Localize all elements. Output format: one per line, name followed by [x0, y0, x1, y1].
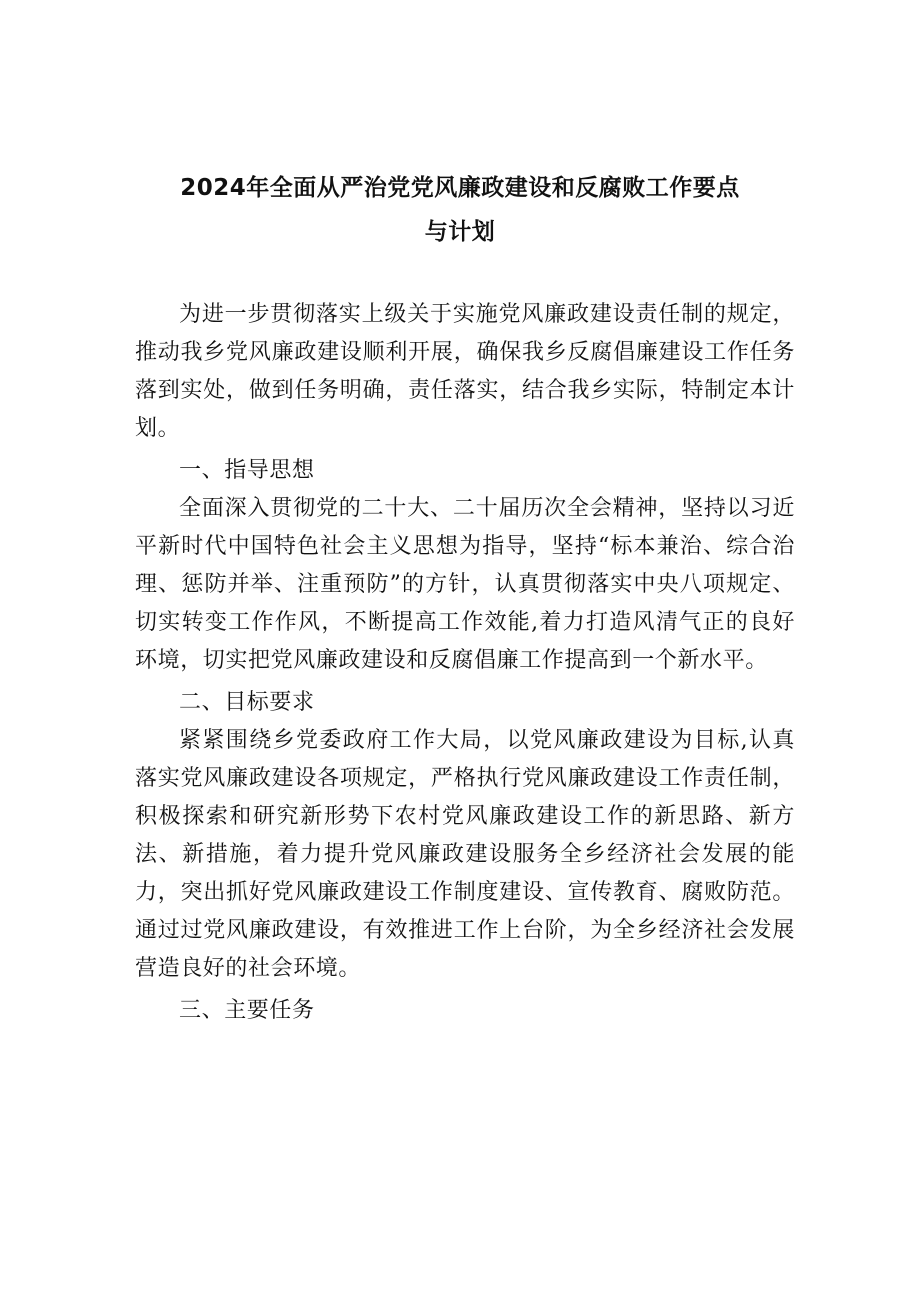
- section-paragraph-guiding-ideology: 全面深入贯彻党的二十大、二十届历次全会精神，坚持以习近平新时代中国特色社会主义思想为指导，坚持“标本兼治、综合治理、惩防并举、注重预防”的方针，认真贯彻落实中央八项规定、切实转变工作作风，不断提高工作效能,着力打造风清气正的良好环境，切实把党风廉政建设和反腐倡廉工作提高到一个新水平。: [135, 496, 795, 673]
- section-heading-main-tasks: 三、主要任务: [179, 998, 315, 1023]
- section-heading-goals: 二、目标要求: [179, 690, 315, 715]
- title-line-1: 2024年全面从严治党党风廉政建设和反腐败工作要点: [180, 175, 740, 201]
- intro-paragraph: 为进一步贯彻落实上级关于实施党风廉政建设责任制的规定，推动我乡党风廉政建设顺利开展，确保我乡反腐倡廉建设工作任务落到实处，做到任务明确，责任落实，结合我乡实际，特制定本计划。: [135, 302, 795, 441]
- document-body: [135, 296, 795, 1030]
- section-heading-guiding-ideology: 一、指导思想: [179, 458, 315, 483]
- document-title: [0, 166, 920, 254]
- section-paragraph-goals: 紧紧围绕乡党委政府工作大局，以党风廉政建设为目标,认真落实党风廉政建设各项规定，严格执行党风廉政建设工作责任制，积极探索和研究新形势下农村党风廉政建设工作的新思路、新方法、新措施，着力提升党风廉政建设服务全乡经济社会发展的能力，突出抓好党风廉政建设工作制度建设、宣传教育、腐败防范。通过过党风廉政建设，有效推进工作上台阶，为全乡经济社会发展营造良好的社会环境。: [135, 728, 795, 981]
- title-line-2: 与计划: [424, 219, 496, 245]
